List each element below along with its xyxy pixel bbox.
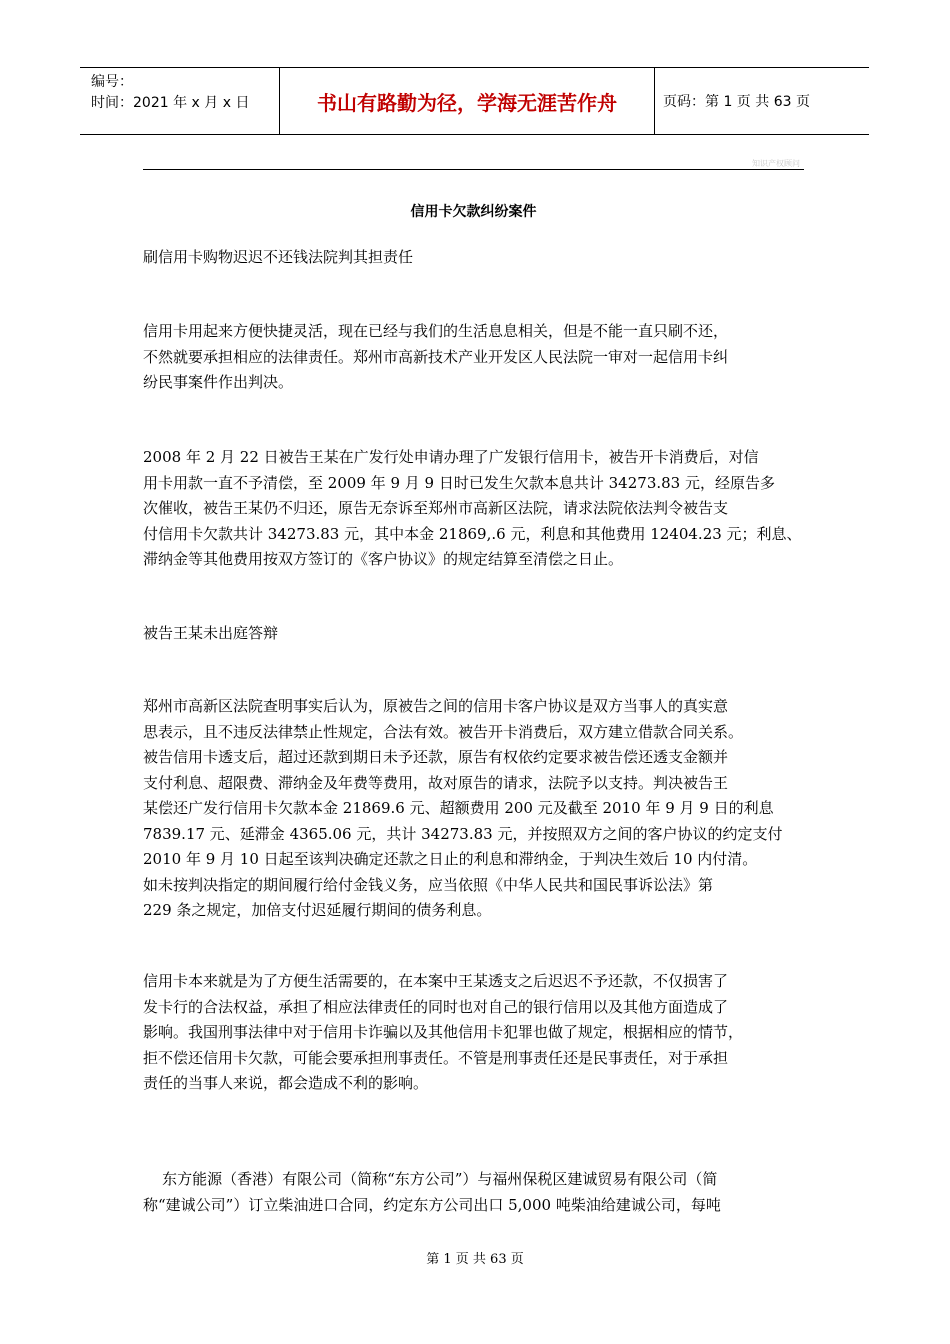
paragraph-subtitle xyxy=(143,245,813,271)
date-label: 时间：2021 年 x 月 x 日 xyxy=(91,95,250,111)
paragraph-line: 信用卡用起来方便快捷灵活，现在已经与我们的生活息息相关，但是不能一直只刷不还， xyxy=(143,322,729,340)
document-title: 信用卡欠款纠纷案件 xyxy=(410,204,537,220)
paragraph-line: 被告王某未出庭答辩 xyxy=(143,624,279,642)
paragraph-line: 东方能源（香港）有限公司（简称“东方公司”）与福州保税区建诚贸易有限公司（简 xyxy=(143,1170,718,1188)
number-label: 编号： xyxy=(91,74,133,90)
paragraph-next-case xyxy=(143,1167,813,1218)
header-page-info: 页码：第 1 页 共 63 页 xyxy=(663,94,810,110)
paragraph-line: 刷信用卡购物迟迟不还钱法院判其担责任 xyxy=(143,248,414,266)
paragraph-line: 次催收，被告王某仍不归还，原告无奈诉至郑州市高新区法院，请求法院依法判令被告支 xyxy=(143,499,729,517)
paragraph-line: 信用卡本来就是为了方便生活需要的，在本案中王某透支之后迟迟不予还款，不仅损害了 xyxy=(143,972,729,990)
paragraph-line: 思表示，且不违反法律禁止性规定，合法有效。被告开卡消费后，双方建立借款合同关系。 xyxy=(143,722,744,741)
paragraph-commentary xyxy=(143,969,813,1097)
paragraph-line: 称“建诚公司”）订立柴油进口合同，约定东方公司出口 5,000 吨柴油给建诚公司，每吨 xyxy=(143,1195,721,1214)
paragraph-line: 某偿还广发行信用卡欠款本金 21869.6 元、超额费用 200 元及截至 2010 年 9 月 9 日的利息 xyxy=(143,799,774,817)
header-rule xyxy=(143,169,804,170)
page-footer: 第 1 页 共 63 页 xyxy=(426,1252,524,1267)
paragraph-line: 2008 年 2 月 22 日被告王某在广发行处申请办理了广发银行信用卡，被告开卡消费后，对信 xyxy=(143,448,759,466)
paragraph-judgment xyxy=(143,694,813,924)
watermark: 知识产权顾问 xyxy=(752,159,800,168)
paragraph-line: 支付利息、超限费、滞纳金及年费等费用，故对原告的请求，法院予以支持。判决被告王 xyxy=(143,773,729,792)
paragraph-line: 郑州市高新区法院查明事实后认为，原被告之间的信用卡客户协议是双方当事人的真实意 xyxy=(143,697,729,715)
paragraph-line: 纷民事案件作出判决。 xyxy=(143,373,294,391)
paragraph-facts xyxy=(143,445,813,573)
header-meta xyxy=(80,68,280,134)
paragraph-line: 责任的当事人来说，都会造成不利的影响。 xyxy=(143,1074,429,1092)
paragraph-line: 2010 年 9 月 10 日起至该判决确定还款之日止的利息和滞纳金，于判决生效后 10 内付清。 xyxy=(143,850,758,868)
paragraph-line: 拒不偿还信用卡欠款，可能会要承担刑事责任。不管是刑事责任还是民事责任，对于承担 xyxy=(143,1048,729,1067)
page-header xyxy=(80,67,869,135)
paragraph-line: 影响。我国刑事法律中对于信用卡诈骗以及其他信用卡犯罪也做了规定，根据相应的情节， xyxy=(143,1023,744,1041)
paragraph-intro xyxy=(143,319,813,396)
paragraph-line: 发卡行的合法权益，承担了相应法律责任的同时也对自己的银行信用以及其他方面造成了 xyxy=(143,997,729,1016)
paragraph-line: 滞纳金等其他费用按双方签订的《客户协议》的规定结算至清偿之日止。 xyxy=(143,550,624,568)
paragraph-line: 229 条之规定，加倍支付迟延履行期间的债务利息。 xyxy=(143,901,492,919)
paragraph-line: 付信用卡欠款共计 34273.83 元，其中本金 21869,.6 元，利息和其他费用 12404.23 元；利息、 xyxy=(143,524,802,543)
paragraph-line: 不然就要承担相应的法律责任。郑州市高新技术产业开发区人民法院一审对一起信用卡纠 xyxy=(143,347,729,366)
paragraph-line: 7839.17 元、延滞金 4365.06 元，共计 34273.83 元，并按照双方之间的客户协议的约定支付 xyxy=(143,824,783,843)
header-motto: 书山有路勤为径，学海无涯苦作舟 xyxy=(280,68,655,134)
paragraph-line: 被告信用卡透支后，超过还款到期日未予还款，原告有权依约定要求被告偿还透支金额并 xyxy=(143,748,729,766)
paragraph-line: 如未按判决指定的期间履行给付金钱义务，应当依照《中华人民共和国民事诉讼法》第 xyxy=(143,875,714,894)
paragraph-defendant xyxy=(143,621,813,647)
paragraph-line: 用卡用款一直不予清偿，至 2009 年 9 月 9 日时已发生欠款本息共计 34273.83 元，经原告多 xyxy=(143,473,775,492)
